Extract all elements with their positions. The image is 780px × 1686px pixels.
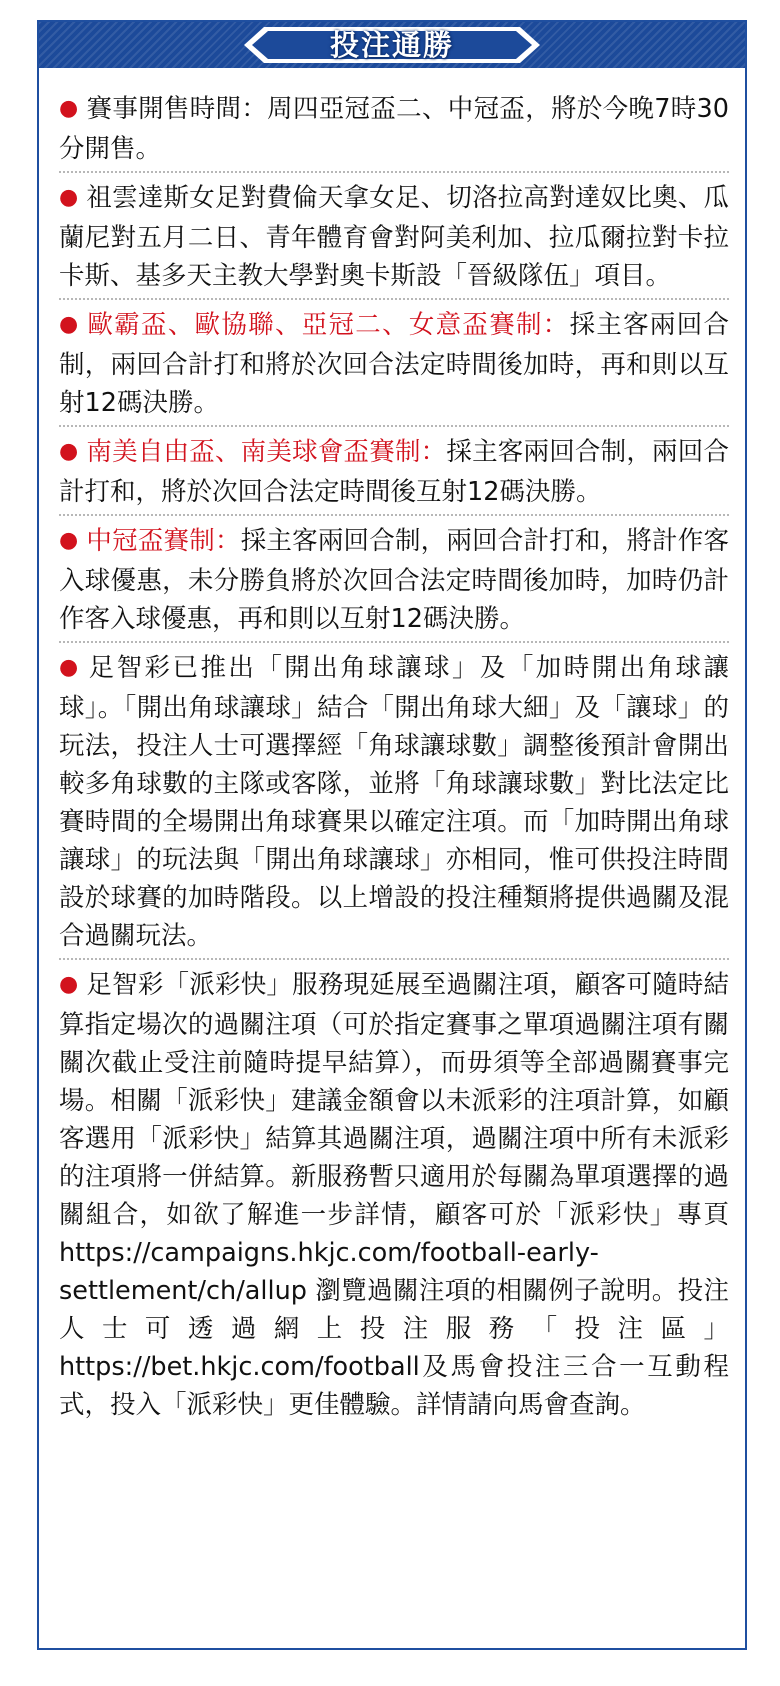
bullet-icon: ● bbox=[59, 312, 80, 337]
item-highlight: 歐霸盃、歐協聯、亞冠二、女意盃賽制： bbox=[87, 310, 570, 340]
bullet-icon: ● bbox=[59, 185, 79, 210]
list-item bbox=[59, 84, 729, 173]
item-text: 採主客兩回合制，兩回合計打和將於次回合法定時間後加時，再和則以互射12碼決勝。 bbox=[59, 310, 729, 418]
item-highlight: 中冠盃賽制： bbox=[86, 526, 241, 556]
item-text: 採主客兩回合制，兩回合計打和，將計作客入球優惠，未分勝負將於次回合法定時間後加時，加時仍計作客入球優惠，再和則以互射12碼決勝。 bbox=[59, 526, 729, 634]
list-item bbox=[59, 516, 729, 643]
item-text: 祖雲達斯女足對費倫天拿女足、切洛拉高對達奴比奧、瓜蘭尼對五月二日、青年體育會對阿美利加、拉瓜爾拉對卡拉卡斯、基多天主教大學對奧卡斯設「晉級隊伍」項目。 bbox=[59, 183, 729, 291]
item-text: 採主客兩回合制，兩回合計打和，將於次回合法定時間後互射12碼決勝。 bbox=[59, 437, 729, 507]
bullet-icon: ● bbox=[59, 439, 79, 464]
bullet-icon: ● bbox=[59, 528, 79, 553]
header-banner bbox=[39, 22, 745, 68]
item-text: 足智彩已推出「開出角球讓球」及「加時開出角球讓球」。「開出角球讓球」結合「開出角球大細」及「讓球」的玩法，投注人士可選擇經「角球讓球數」調整後預計會開出較多角球數的主隊或客隊，並將「角球讓球數」對比法定比賽時間的全場開出角球賽果以確定注項。而「加時開出角球讓球」的玩法與「開出角球讓球」亦相同，惟可供投注時間設於球賽的加時階段。以上增設的投注種類將提供過關及混合過關玩法。 bbox=[59, 653, 729, 951]
list-item bbox=[59, 643, 729, 960]
list-item bbox=[59, 300, 729, 427]
bullet-icon: ● bbox=[59, 972, 79, 997]
bullet-icon: ● bbox=[59, 655, 81, 680]
item-list bbox=[59, 84, 729, 1427]
notice-panel bbox=[37, 20, 747, 1650]
item-text: 賽事開售時間：周四亞冠盃二、中冠盃，將於今晚7時30分開售。 bbox=[59, 94, 729, 164]
item-text: 足智彩「派彩快」服務現延展至過關注項，顧客可隨時結算指定場次的過關注項（可於指定賽事之單項過關注項有關關次截止受注前隨時提早結算），而毋須等全部過關賽事完場。相關「派彩快」建議金額會以未派彩的注項計算，如顧客選用「派彩快」結算其過關注項，過關注項中所有未派彩的注項將一併結算。新服務暫只適用於每關為單項選擇的過關組合，如欲了解進一步詳情，顧客可於「派彩快」專頁https://campaigns.hkjc.com/football-early-settlement/ch/allup 瀏覽過關注項的相關例子說明。投注人士可透過網上投注服務「投注區」https://bet.hkjc.com/football及馬會投注三合一互動程式，投入「派彩快」更佳體驗。詳情請向馬會查詢。 bbox=[59, 970, 729, 1420]
bullet-icon: ● bbox=[59, 96, 79, 121]
list-item bbox=[59, 960, 729, 1427]
list-item bbox=[59, 427, 729, 516]
item-highlight: 南美自由盃、南美球會盃賽制： bbox=[86, 437, 447, 467]
page-title: 投注通勝 bbox=[329, 28, 454, 62]
list-item bbox=[59, 173, 729, 300]
